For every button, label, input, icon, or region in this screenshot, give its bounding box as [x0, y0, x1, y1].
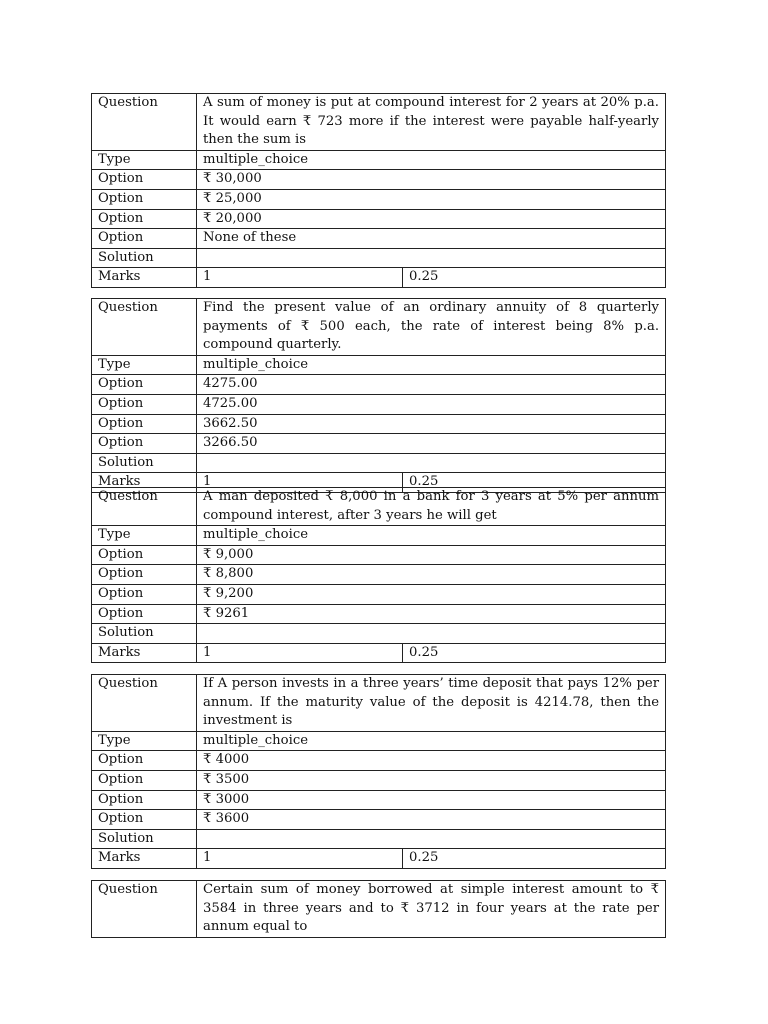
negative-marks-value: 0.25 — [403, 849, 666, 869]
question-row — [92, 881, 666, 938]
negative-marks-value: 0.25 — [403, 643, 666, 663]
option-label: Option — [92, 604, 197, 624]
option-label: Option — [92, 394, 197, 414]
option-label: Option — [92, 565, 197, 585]
question-table-5 — [91, 880, 666, 938]
marks-row — [92, 268, 666, 288]
question-row — [92, 488, 666, 526]
option-label: Option — [92, 545, 197, 565]
option-text: ₹ 30,000 — [197, 170, 666, 190]
type-value: multiple_choice — [197, 526, 666, 546]
type-value: multiple_choice — [197, 731, 666, 751]
question-row — [92, 675, 666, 732]
option-row — [92, 810, 666, 830]
type-value: multiple_choice — [197, 150, 666, 170]
option-text: ₹ 3500 — [197, 770, 666, 790]
negative-marks-value: 0.25 — [403, 268, 666, 288]
option-row — [92, 375, 666, 395]
type-row — [92, 526, 666, 546]
marks-label: Marks — [92, 849, 197, 869]
option-row — [92, 434, 666, 454]
option-row — [92, 189, 666, 209]
type-row — [92, 150, 666, 170]
option-row — [92, 565, 666, 585]
marks-value: 1 — [197, 268, 403, 288]
marks-row — [92, 849, 666, 869]
option-text: 4275.00 — [197, 375, 666, 395]
option-row — [92, 770, 666, 790]
question-label: Question — [92, 299, 197, 356]
marks-value: 1 — [197, 849, 403, 869]
option-label: Option — [92, 170, 197, 190]
option-row — [92, 229, 666, 249]
type-label: Type — [92, 526, 197, 546]
option-label: Option — [92, 810, 197, 830]
question-label: Question — [92, 488, 197, 526]
option-label: Option — [92, 229, 197, 249]
question-table-1 — [91, 93, 666, 288]
question-label: Question — [92, 881, 197, 938]
option-row — [92, 604, 666, 624]
option-label: Option — [92, 770, 197, 790]
option-label: Option — [92, 584, 197, 604]
option-text: ₹ 25,000 — [197, 189, 666, 209]
option-text: ₹ 8,800 — [197, 565, 666, 585]
option-label: Option — [92, 751, 197, 771]
option-text: ₹ 3600 — [197, 810, 666, 830]
question-row — [92, 94, 666, 151]
option-text: 3266.50 — [197, 434, 666, 454]
marks-value: 1 — [197, 643, 403, 663]
option-text: ₹ 9,200 — [197, 584, 666, 604]
option-text: None of these — [197, 229, 666, 249]
option-row — [92, 170, 666, 190]
marks-label: Marks — [92, 268, 197, 288]
type-row — [92, 731, 666, 751]
type-label: Type — [92, 731, 197, 751]
solution-text — [197, 624, 666, 644]
solution-row — [92, 829, 666, 849]
solution-row — [92, 624, 666, 644]
option-row — [92, 751, 666, 771]
solution-row — [92, 248, 666, 268]
type-label: Type — [92, 355, 197, 375]
option-label: Option — [92, 790, 197, 810]
type-value: multiple_choice — [197, 355, 666, 375]
question-table-4 — [91, 674, 666, 869]
question-table-3 — [91, 487, 666, 663]
option-row — [92, 584, 666, 604]
option-text: ₹ 20,000 — [197, 209, 666, 229]
negative-marks-value: 0.25 — [403, 473, 666, 493]
solution-label: Solution — [92, 248, 197, 268]
question-label: Question — [92, 94, 197, 151]
option-row — [92, 394, 666, 414]
solution-label: Solution — [92, 624, 197, 644]
question-row — [92, 299, 666, 356]
solution-label: Solution — [92, 453, 197, 473]
question-text: Certain sum of money borrowed at simple interest amount to ₹ 3584 in three years and to ₹ 3712 in four years at the rate per annum equal to — [197, 881, 666, 938]
question-label: Question — [92, 675, 197, 732]
option-row — [92, 545, 666, 565]
question-text: A man deposited ₹ 8,000 in a bank for 3 years at 5% per annum compound interest, after 3 years he will get — [197, 488, 666, 526]
option-text: ₹ 9261 — [197, 604, 666, 624]
question-table-2 — [91, 298, 666, 493]
option-label: Option — [92, 189, 197, 209]
option-row — [92, 414, 666, 434]
option-row — [92, 790, 666, 810]
option-text: 3662.50 — [197, 414, 666, 434]
solution-text — [197, 453, 666, 473]
option-text: 4725.00 — [197, 394, 666, 414]
question-text: Find the present value of an ordinary annuity of 8 quarterly payments of ₹ 500 each, the rate of interest being 8% p.a. compound quarterly. — [197, 299, 666, 356]
marks-label: Marks — [92, 643, 197, 663]
option-label: Option — [92, 414, 197, 434]
type-row — [92, 355, 666, 375]
option-text: ₹ 4000 — [197, 751, 666, 771]
solution-text — [197, 829, 666, 849]
option-label: Option — [92, 434, 197, 454]
marks-value: 1 — [197, 473, 403, 493]
marks-label: Marks — [92, 473, 197, 493]
option-label: Option — [92, 375, 197, 395]
solution-text — [197, 248, 666, 268]
marks-row — [92, 643, 666, 663]
option-text: ₹ 9,000 — [197, 545, 666, 565]
question-text: If A person invests in a three years’ time deposit that pays 12% per annum. If the maturity value of the deposit is 4214.78, then the investment is — [197, 675, 666, 732]
solution-label: Solution — [92, 829, 197, 849]
option-text: ₹ 3000 — [197, 790, 666, 810]
option-row — [92, 209, 666, 229]
option-label: Option — [92, 209, 197, 229]
question-text: A sum of money is put at compound interest for 2 years at 20% p.a. It would earn ₹ 723 more if the interest were payable half-yearly then the sum is — [197, 94, 666, 151]
type-label: Type — [92, 150, 197, 170]
solution-row — [92, 453, 666, 473]
